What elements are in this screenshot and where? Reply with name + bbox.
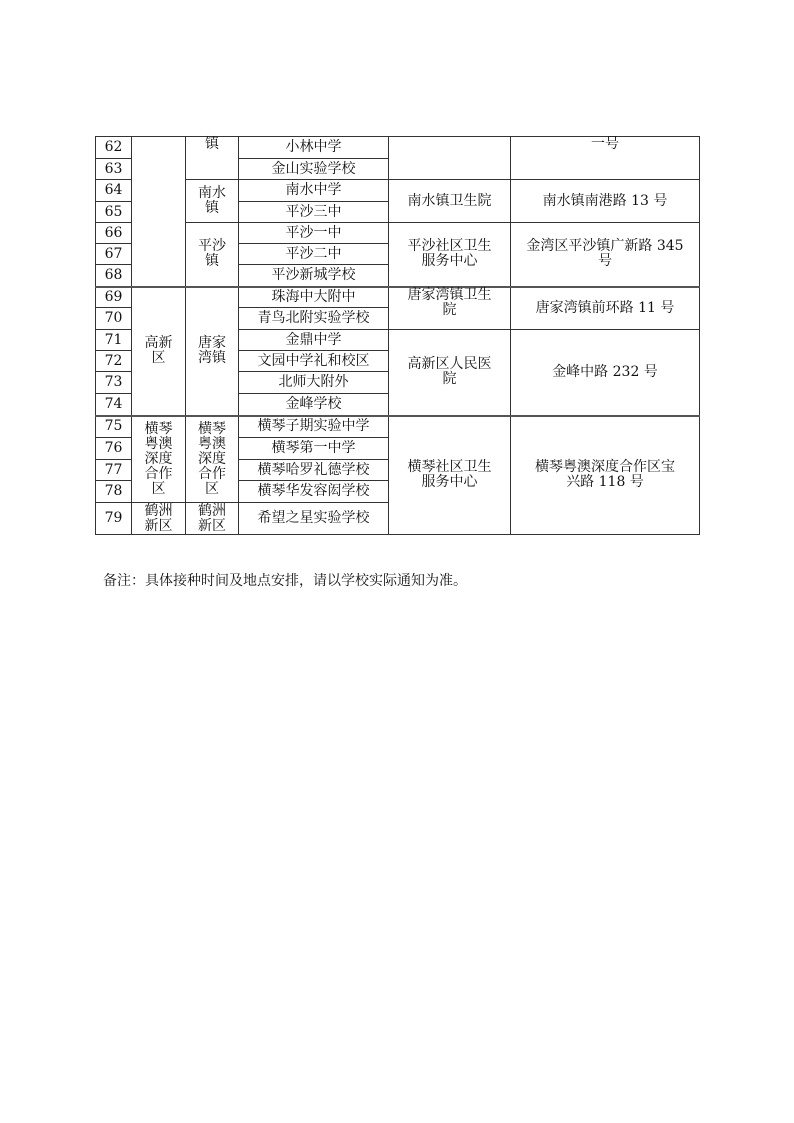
town-cell: 唐家 湾镇 [186, 287, 239, 416]
town-cell: 南水 镇 [186, 180, 239, 223]
address-cell: 金峰中路 232 号 [511, 330, 700, 416]
row-number: 65 [96, 202, 132, 223]
school-cell: 金峰学校 [239, 394, 389, 416]
footnote: 备注：具体接种时间及地点安排，请以学校实际通知为准。 [103, 573, 467, 589]
town-cell: 鹤洲 新区 [186, 503, 239, 535]
school-cell: 平沙二中 [239, 244, 389, 265]
row-number: 74 [96, 394, 132, 416]
district-cell: 鹤洲 新区 [132, 503, 186, 535]
school-cell: 横琴华发容闳学校 [239, 481, 389, 503]
row-number: 75 [96, 416, 132, 438]
address-cell: 一号 [511, 137, 700, 180]
hospital-cell: 唐家湾镇卫生 院 [389, 287, 511, 330]
row-number: 76 [96, 438, 132, 460]
school-cell: 平沙三中 [239, 202, 389, 223]
school-cell: 小林中学 [239, 137, 389, 159]
vaccination-schedule-table [95, 136, 700, 535]
table-row [96, 137, 700, 159]
school-cell: 珠海中大附中 [239, 287, 389, 308]
row-number: 63 [96, 159, 132, 180]
hospital-cell [389, 137, 511, 180]
address-cell: 金湾区平沙镇广新路 345 号 [511, 223, 700, 287]
town-cell: 横琴 粤澳 深度 合作 区 [186, 416, 239, 503]
school-cell: 青鸟北附实验学校 [239, 308, 389, 330]
school-cell: 希望之星实验学校 [239, 503, 389, 535]
row-number: 62 [96, 137, 132, 159]
school-cell: 南水中学 [239, 180, 389, 202]
district-cell: 高新 区 [132, 287, 186, 416]
row-number: 79 [96, 503, 132, 535]
row-number: 77 [96, 460, 132, 481]
hospital-cell: 南水镇卫生院 [389, 180, 511, 223]
table-row [96, 416, 700, 438]
school-cell: 金鼎中学 [239, 330, 389, 351]
row-number: 69 [96, 287, 132, 308]
row-number: 72 [96, 351, 132, 372]
school-cell: 平沙一中 [239, 223, 389, 244]
table-row [96, 180, 700, 202]
row-number: 64 [96, 180, 132, 202]
hospital-cell: 高新区人民医 院 [389, 330, 511, 416]
school-cell: 横琴哈罗礼德学校 [239, 460, 389, 481]
row-number: 68 [96, 265, 132, 287]
school-cell: 北师大附外 [239, 372, 389, 394]
school-cell: 横琴第一中学 [239, 438, 389, 460]
address-cell: 唐家湾镇前环路 11 号 [511, 287, 700, 330]
school-cell: 文园中学礼和校区 [239, 351, 389, 372]
district-cell [132, 137, 186, 287]
hospital-cell: 横琴社区卫生 服务中心 [389, 416, 511, 535]
row-number: 70 [96, 308, 132, 330]
address-cell: 南水镇南港路 13 号 [511, 180, 700, 223]
row-number: 66 [96, 223, 132, 244]
school-cell: 横琴子期实验中学 [239, 416, 389, 438]
row-number: 67 [96, 244, 132, 265]
school-cell: 平沙新城学校 [239, 265, 389, 287]
hospital-cell: 平沙社区卫生 服务中心 [389, 223, 511, 287]
table-row [96, 223, 700, 244]
row-number: 78 [96, 481, 132, 503]
row-number: 73 [96, 372, 132, 394]
address-cell: 横琴粤澳深度合作区宝 兴路 118 号 [511, 416, 700, 535]
town-cell: 镇 [186, 137, 239, 180]
town-cell: 平沙 镇 [186, 223, 239, 287]
school-cell: 金山实验学校 [239, 159, 389, 180]
table-row [96, 287, 700, 308]
row-number: 71 [96, 330, 132, 351]
district-cell: 横琴 粤澳 深度 合作 区 [132, 416, 186, 503]
